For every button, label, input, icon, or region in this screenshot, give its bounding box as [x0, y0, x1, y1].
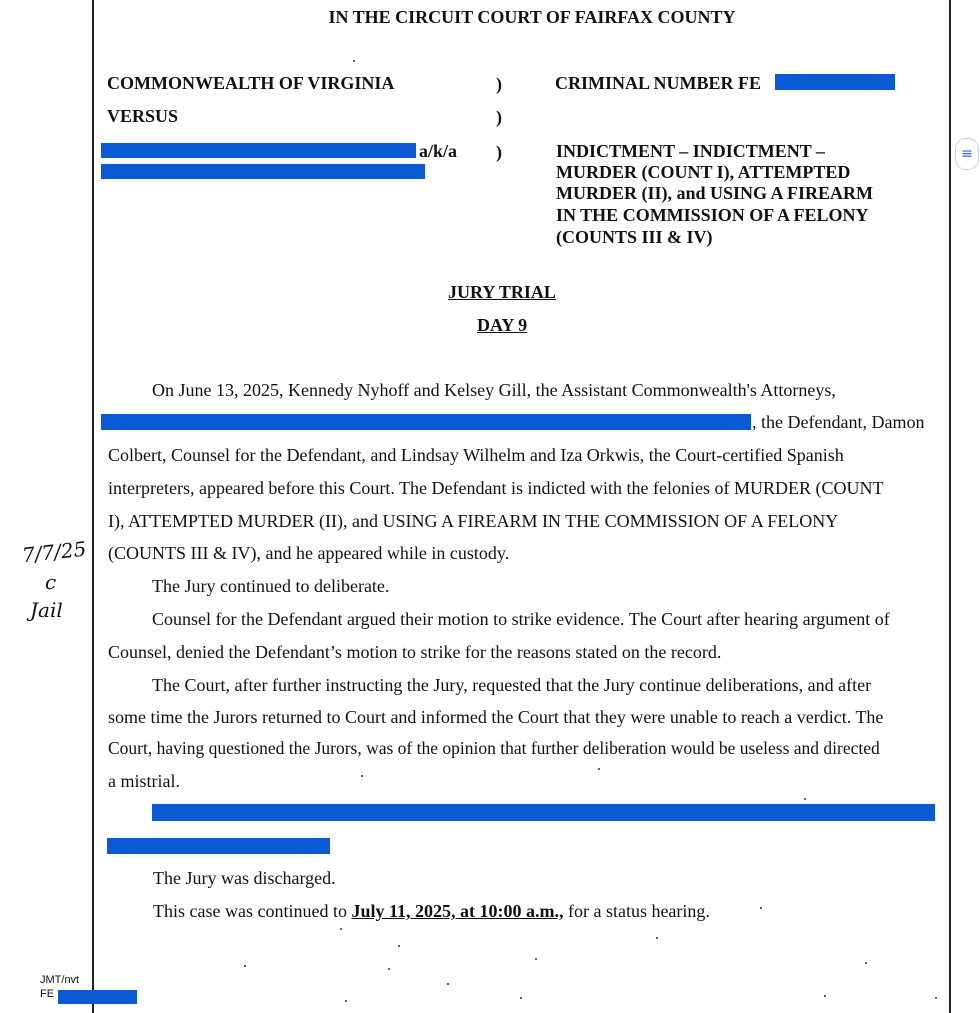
- scan-speck: [447, 983, 449, 985]
- charge-line: INDICTMENT – INDICTMENT –: [556, 141, 825, 161]
- scan-speck: [398, 945, 400, 947]
- scan-speck: [865, 962, 867, 964]
- scan-speck: [520, 997, 522, 999]
- charge-line: (COUNTS III & IV): [556, 227, 713, 247]
- charge-line: MURDER (II), and USING A FIREARM: [556, 183, 874, 203]
- redacted-defendant-name: [101, 143, 416, 158]
- handwritten-date: 7/7/25: [20, 536, 88, 568]
- paragraph-3-line-2: Counsel, denied the Defendant’s motion to strike for the reasons stated on the record.: [108, 642, 722, 662]
- scan-speck: [361, 775, 363, 777]
- paragraph-1-line-3: Colbert, Counsel for the Defendant, and Lindsay Wilhelm and Iza Orkwis, the Court-certified Spanish: [108, 445, 844, 465]
- paragraph-4-line-3: Court, having questioned the Jurors, was of the opinion that further deliberation would be useless and directed: [108, 738, 880, 758]
- continuance-text-pre: This case was continued to: [153, 901, 352, 921]
- continuance-text-post: for a status hearing.: [563, 901, 710, 921]
- scan-speck: [760, 907, 762, 909]
- title-jury-trial: JURY TRIAL: [448, 282, 556, 302]
- paragraph-1-line-6: (COUNTS III & IV), and he appeared while in custody.: [108, 543, 510, 563]
- scan-speck: [804, 798, 806, 800]
- paragraph-5: The Jury was discharged.: [153, 868, 336, 888]
- paragraph-4-line-4: a mistrial.: [108, 771, 180, 791]
- title-day: DAY 9: [477, 315, 528, 335]
- menu-icon[interactable]: ≡: [955, 138, 979, 170]
- scan-speck: [935, 997, 937, 999]
- scan-speck: [598, 768, 600, 770]
- court-heading: IN THE CIRCUIT COURT OF FAIRFAX COUNTY: [328, 7, 736, 27]
- paragraph-1-line-1: On June 13, 2025, Kennedy Nyhoff and Kelsey Gill, the Assistant Commonwealth's Attorneys,: [152, 380, 836, 400]
- caption-paren-3: ): [496, 142, 502, 162]
- paragraph-1-line-5: I), ATTEMPTED MURDER (II), and USING A FIREARM IN THE COMMISSION OF A FELONY: [108, 511, 839, 531]
- redacted-defendant-alias: [101, 164, 425, 179]
- charge-line: MURDER (COUNT I), ATTEMPTED: [556, 162, 851, 182]
- handwritten-c: c: [45, 570, 57, 594]
- party-commonwealth: COMMONWEALTH OF VIRGINIA: [107, 73, 395, 93]
- right-margin-rule: [949, 0, 951, 1013]
- scan-speck: [656, 937, 658, 939]
- paragraph-6: [153, 900, 710, 922]
- redacted-paragraph-line-2: [107, 838, 330, 854]
- paragraph-1-line-4: interpreters, appeared before this Court. The Defendant is indicted with the felonies of MURDER (COUNT: [108, 478, 884, 498]
- charge-line: IN THE COMMISSION OF A FELONY: [556, 205, 869, 225]
- handwritten-jail: Jail: [30, 598, 63, 622]
- caption-paren-2: ): [496, 107, 502, 127]
- redacted-case-number: [775, 74, 895, 90]
- caption-paren-1: ): [496, 74, 502, 94]
- scan-speck: [345, 1000, 347, 1002]
- party-versus: VERSUS: [107, 106, 179, 126]
- scan-speck: [353, 60, 355, 62]
- redacted-paragraph-line-1: [152, 804, 935, 821]
- paragraph-1-line-2: , the Defendant, Damon: [752, 412, 925, 432]
- redacted-defendant-names-inline: [101, 414, 751, 430]
- aka-label: a/k/a: [419, 141, 458, 161]
- paragraph-4-line-2: some time the Jurors returned to Court and informed the Court that they were unable to reach a verdict. The: [108, 707, 884, 727]
- paragraph-4-line-1: The Court, after further instructing the Jury, requested that the Jury continue deliberations, and after: [152, 675, 872, 695]
- footer-initials: JMT/nvt: [40, 974, 80, 986]
- paragraph-3-line-1: Counsel for the Defendant argued their motion to strike evidence. The Court after hearing argument of: [152, 609, 890, 629]
- scan-speck: [340, 928, 342, 930]
- criminal-number-label: CRIMINAL NUMBER FE: [555, 73, 762, 93]
- scan-speck: [388, 968, 390, 970]
- footer-fe-label: FE: [40, 988, 55, 1000]
- scan-speck: [244, 965, 246, 967]
- scan-speck: [535, 958, 537, 960]
- paragraph-2: The Jury continued to deliberate.: [152, 576, 390, 596]
- redacted-footer-number: [58, 990, 137, 1004]
- left-margin-rule: [92, 0, 94, 1013]
- scan-speck: [824, 995, 826, 997]
- continuance-date: July 11, 2025, at 10:00 a.m.,: [351, 901, 564, 921]
